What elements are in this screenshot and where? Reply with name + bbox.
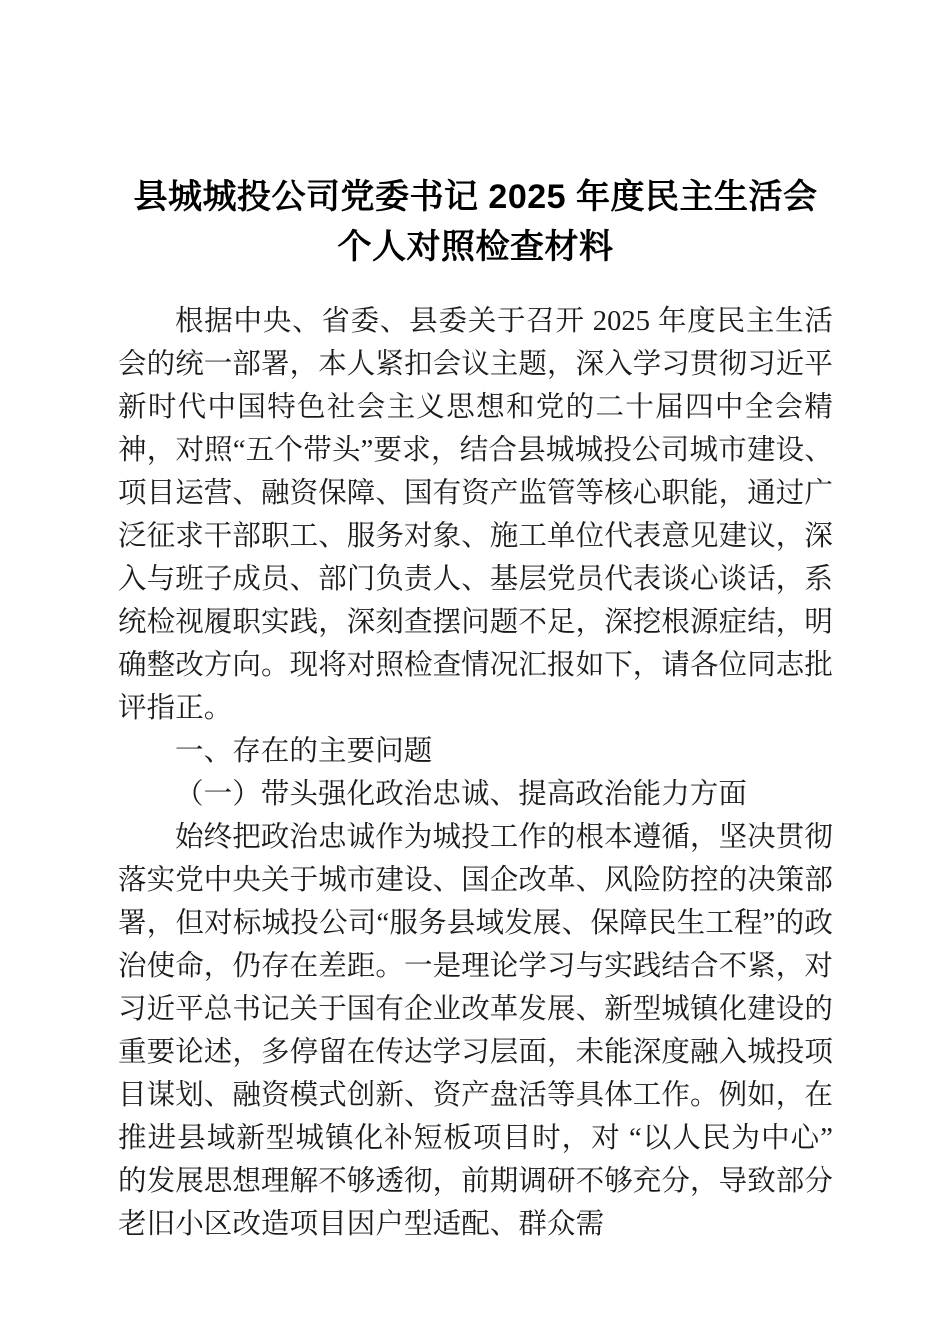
- paragraph-subsection-one-body: 始终把政治忠诚作为城投工作的根本遵循，坚决贯彻落实党中央关于城市建设、国企改革、风险防控的决策部署，但对标城投公司“服务县域发展、保障民生工程”的政治使命，仍存在差距。一是理论学习与实践结合不紧，对习近平总书记关于国有企业改革发展、新型城镇化建设的重要论述，多停留在传达学习层面，未能深度融入城投项目谋划、融资模式创新、资产盘活等具体工作。例如，在推进县域新型城镇化补短板项目时，对 “以人民为中心” 的发展思想理解不够透彻，前期调研不够充分，导致部分老旧小区改造项目因户型适配、群众需: [118, 822, 834, 1240]
- page-title-line-1: 县城城投公司党委书记 2025 年度民主生活会: [133, 178, 818, 216]
- page-content-column: [118, 0, 833, 1246]
- page-title-line-2: 个人对照检查材料: [337, 228, 614, 266]
- heading-subsection-one: （一）带头强化政治忠诚、提高政治能力方面: [175, 779, 748, 810]
- page-title: [118, 0, 833, 272]
- paragraph-opening: 根据中央、省委、县委关于召开 2025 年度民主生活会的统一部署，本人紧扣会议主题，深入学习贯彻习近平新时代中国特色社会主义思想和党的二十届四中全会精神，对照“五个带头”要求，结合县城城投公司城市建设、项目运营、融资保障、国有资产监管等核心职能，通过广泛征求干部职工、服务对象、施工单位代表意见建议，深入与班子成员、部门负责人、基层党员代表谈心谈话，系统检视履职实践，深刻查摆问题不足，深挖根源症结，明确整改方向。现将对照检查情况汇报如下，请各位同志批评指正。: [118, 306, 834, 724]
- heading-section-one: 一、存在的主要问题: [175, 736, 433, 767]
